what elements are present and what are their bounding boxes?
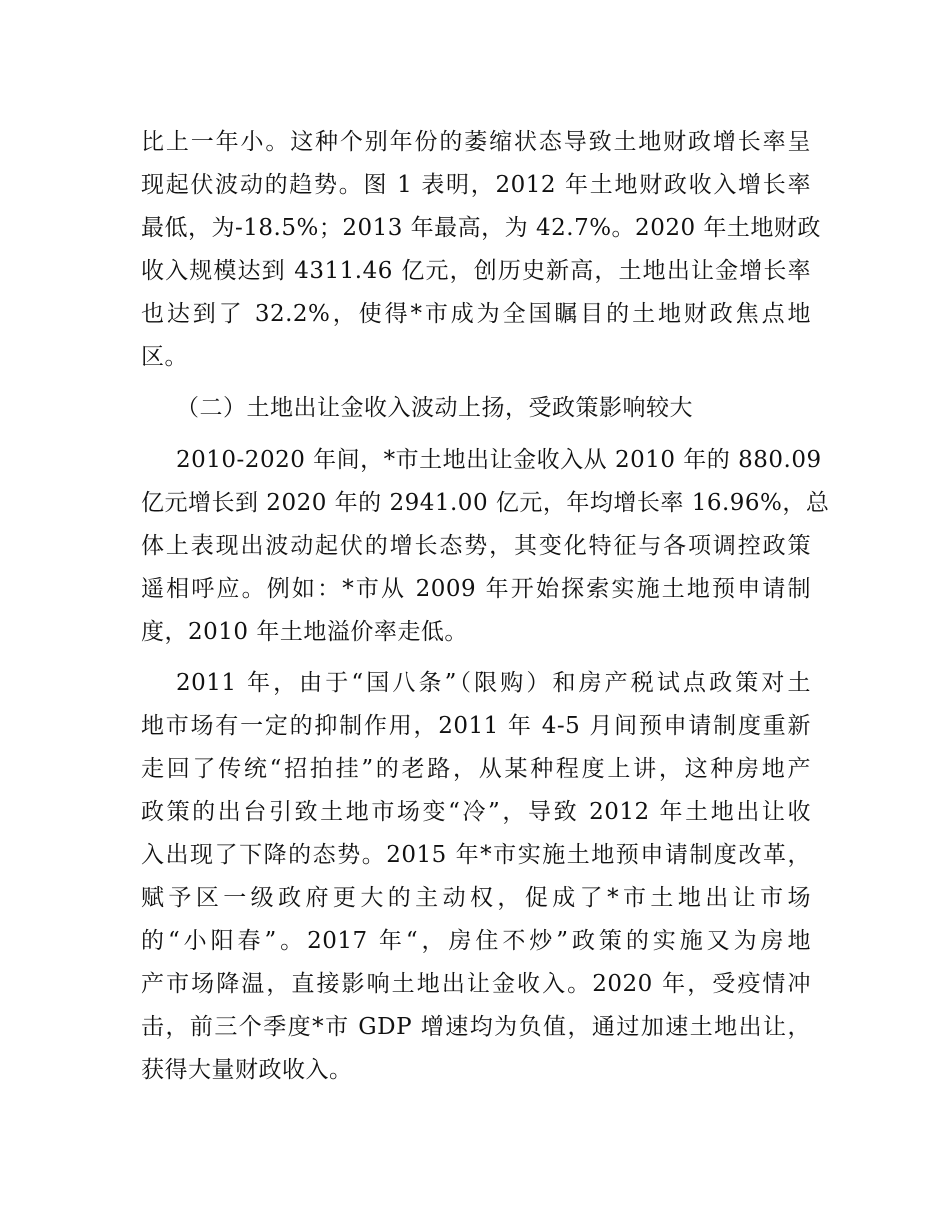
text-line: 区。 xyxy=(141,344,188,370)
text-line: 度，2010 年土地溢价率走低。 xyxy=(141,619,468,645)
text-line: 亿元增长到 2020 年的 2941.00 亿元，年均增长率 16.96%，总 xyxy=(141,490,830,516)
text-line: 收入规模达到 4311.46 亿元，创历史新高，土地出让金增长率 xyxy=(141,258,811,284)
text-line: 遥相呼应。例如：*市从 2009 年开始探索实施土地预申请制 xyxy=(141,576,811,602)
text-line: 获得大量财政收入。 xyxy=(141,1057,353,1083)
text-line: 地市场有一定的抑制作用，2011 年 4-5 月间预申请制度重新 xyxy=(141,713,811,739)
text-line: 赋予区一级政府更大的主动权，促成了*市土地出让市场 xyxy=(141,885,811,911)
text-line: 2010-2020 年间，*市土地出让金收入从 2010 年的 880.09 xyxy=(176,447,822,473)
text-line: 体上表现出波动起伏的增长态势，其变化特征与各项调控政策 xyxy=(141,533,811,559)
text-line: 击，前三个季度*市 GDP 增速均为负值，通过加速土地出让， xyxy=(141,1014,811,1040)
text-line: 比上一年小。这种个别年份的萎缩状态导致土地财政增长率呈 xyxy=(141,129,811,155)
text-line: 2011 年，由于“国八条”（限购）和房产税试点政策对土 xyxy=(176,670,811,696)
text-line: 走回了传统“招拍挂”的老路，从某种程度上讲，这种房地产 xyxy=(141,756,811,782)
text-line: 入出现了下降的态势。2015 年*市实施土地预申请制度改革， xyxy=(141,842,811,868)
text-line: 政策的出台引致土地市场变“冷”，导致 2012 年土地出让收 xyxy=(141,799,811,825)
text-line: 产市场降温，直接影响土地出让金收入。2020 年，受疫情冲 xyxy=(141,971,811,997)
text-line: 也达到了 32.2%，使得*市成为全国瞩目的土地财政焦点地 xyxy=(141,301,811,327)
text-line: 现起伏波动的趋势。图 1 表明，2012 年土地财政收入增长率 xyxy=(141,172,811,198)
text-line: 的“小阳春”。2017 年“，房住不炒”政策的实施又为房地 xyxy=(141,928,811,954)
section-heading: （二）土地出让金收入波动上扬，受政策影响较大 xyxy=(176,395,693,421)
text-line: 最低，为-18.5%；2013 年最高，为 42.7%。2020 年土地财政 xyxy=(141,215,821,241)
